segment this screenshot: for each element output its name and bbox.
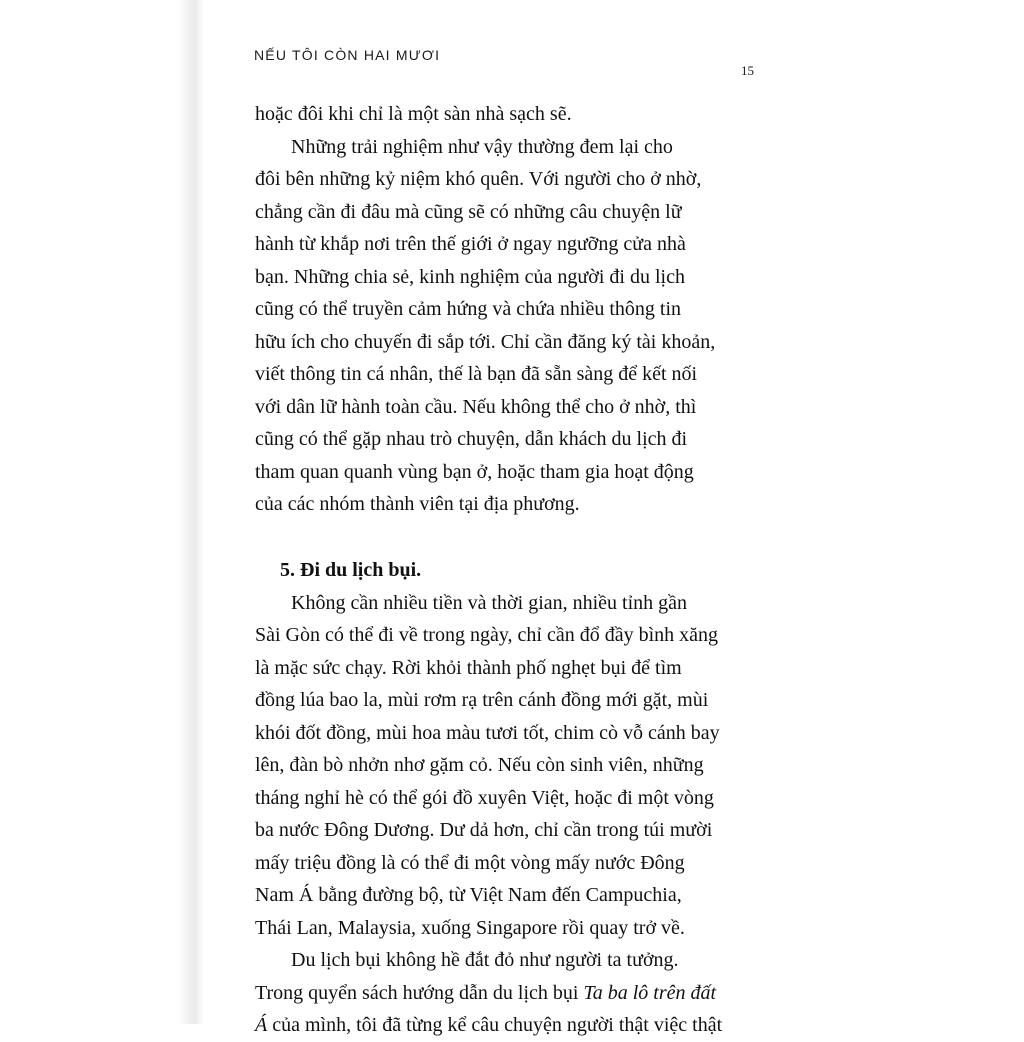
text-line: đôi bên những kỷ niệm khó quên. Với người cho ở nhờ, xyxy=(255,168,702,190)
text-line: với dân lữ hành toàn cầu. Nếu không thể cho ở nhờ, thì xyxy=(255,395,697,418)
text-line: viết thông tin cá nhân, thế là bạn đã sẵn sàng để kết nối xyxy=(255,363,698,385)
text-line: chẳng cần đi đâu mà cũng sẽ có những câu chuyện lữ xyxy=(255,200,682,223)
section-heading: 5. Đi du lịch bụi. xyxy=(280,558,422,581)
text-line: đồng lúa bao la, mùi rơm rạ trên cánh đồng mới gặt, mùi xyxy=(255,689,709,711)
page-number: 15 xyxy=(741,63,754,78)
text-line: mấy triệu đồng là có thể đi một vòng mấy nước Đông xyxy=(255,851,685,874)
text-line: ba nước Đông Dương. Dư dả hơn, chỉ cần trong túi mười xyxy=(255,819,713,841)
text-line xyxy=(255,977,767,1010)
text-line: là mặc sức chạy. Rời khỏi thành phố nghẹt bụi để tìm xyxy=(255,656,682,679)
text-line: tham quan quanh vùng bạn ở, hoặc tham gia hoạt động xyxy=(255,460,694,483)
text-line: Du lịch bụi không hề đắt đỏ như người ta tưởng. xyxy=(291,949,679,971)
book-title-italic: Ta ba lô trên đất xyxy=(583,981,717,1004)
text-line: hành từ khắp nơi trên thế giới ở ngay ngưỡng cửa nhà xyxy=(255,233,686,255)
text-line: cũng có thể gặp nhau trò chuyện, dẫn khách du lịch đi xyxy=(255,428,688,450)
text-line: bạn. Những chia sẻ, kinh nghiệm của người đi du lịch xyxy=(255,265,685,288)
text-line: của các nhóm thành viên tại địa phương. xyxy=(255,493,580,515)
text-run: của mình, tôi đã từng kể câu chuyện người thật việc thật xyxy=(267,1014,723,1036)
text-run: Trong quyển sách hướng dẫn du lịch bụi xyxy=(255,981,584,1004)
text-line: Những trải nghiệm như vậy thường đem lại cho xyxy=(291,135,673,158)
text-line: Thái Lan, Malaysia, xuống Singapore rồi quay trở về. xyxy=(255,916,685,939)
text-line xyxy=(255,1009,767,1042)
text-line: khói đốt đồng, mùi hoa màu tươi tốt, chim cò vỗ cánh bay xyxy=(255,721,720,744)
section-spacer xyxy=(255,521,767,554)
text-line: hữu ích cho chuyến đi sắp tới. Chỉ cần đăng ký tài khoản, xyxy=(255,330,716,353)
body-text xyxy=(255,98,767,1042)
running-head: NẾU TÔI CÒN HAI MƯƠI xyxy=(254,47,441,63)
text-line: Không cần nhiều tiền và thời gian, nhiều tỉnh gần xyxy=(291,591,688,614)
text-line: tháng nghỉ hè có thể gói đồ xuyên Việt, hoặc đi một vòng xyxy=(255,786,714,809)
text-line: hoặc đôi khi chỉ là một sàn nhà sạch sẽ. xyxy=(255,103,572,125)
text-line: cũng có thể truyền cảm hứng và chứa nhiều thông tin xyxy=(255,298,682,320)
text-line: Sài Gòn có thể đi về trong ngày, chỉ cần đổ đầy bình xăng xyxy=(255,624,719,646)
text-line: lên, đàn bò nhởn nhơ gặm cỏ. Nếu còn sinh viên, những xyxy=(255,754,704,776)
book-gutter-shadow xyxy=(178,0,204,1024)
text-line: Nam Á bằng đường bộ, từ Việt Nam đến Campuchia, xyxy=(255,884,682,906)
book-title-italic: Á xyxy=(255,1014,268,1036)
